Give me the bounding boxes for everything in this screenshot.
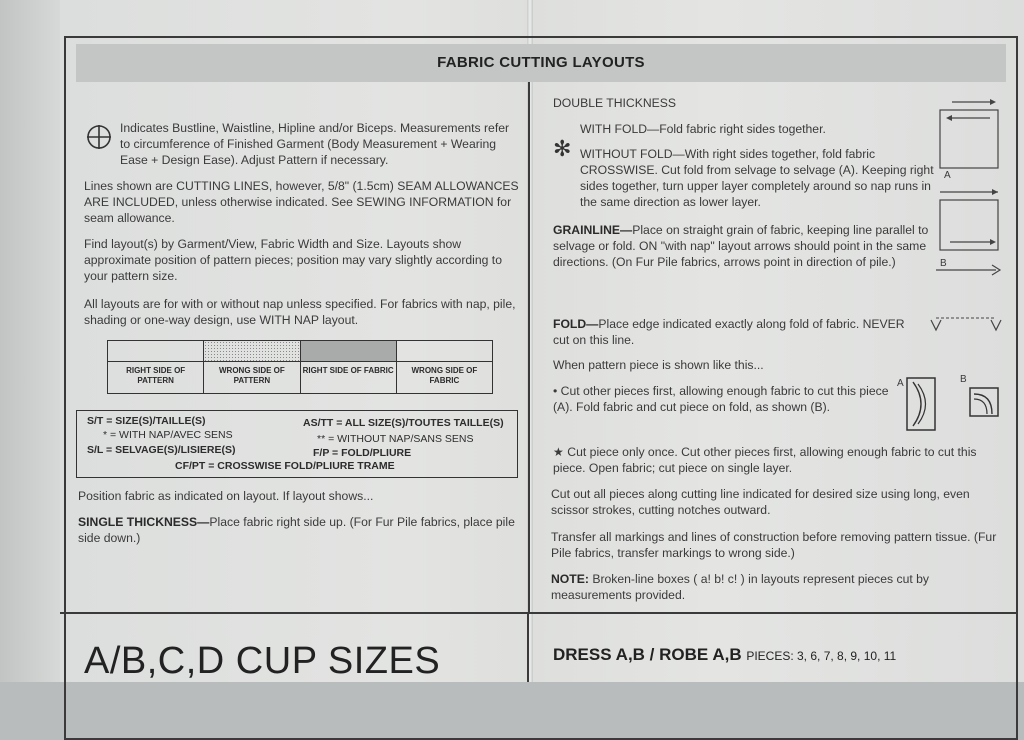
lower-column-divider: [527, 612, 529, 682]
diagram-label-b: B: [940, 258, 947, 269]
abbr-astt: AS/TT = ALL SIZE(S)/TOUTES TAILLE(S): [303, 417, 504, 429]
with-fold-text: WITH FOLD—Fold fabric right sides together.: [580, 122, 826, 136]
legend-wrong-side-fabric: WRONG SIDE OF FABRIC: [397, 341, 492, 393]
position-fabric-text: Position fabric as indicated on layout. If layout shows...: [78, 489, 374, 503]
cutting-lines-paragraph: Lines shown are CUTTING LINES, however, 5/8" (1.5cm) SEAM ALLOWANCES ARE INCLUDED, unless otherwise indicated. See SEWING INFORMATION for seam allowance.: [84, 179, 519, 225]
lower-section-divider: [60, 612, 1016, 614]
nap-paragraph: All layouts are for with or without nap unless specified. For fabrics with nap, pile, shading or one-way design, use WITH NAP layout.: [84, 297, 516, 327]
diagram-label-a: A: [944, 170, 951, 181]
measurement-paragraph: Indicates Bustline, Waistline, Hipline and/or Biceps. Measurements refer to circumference of Finished Garment (Body Measurement + Wearing Ease + Design Ease). Adjust Pattern if necessary.: [120, 121, 510, 167]
fold-text: FOLD—Place edge indicated exactly along fold of fabric. NEVER cut on this line.: [553, 317, 905, 347]
cut-on-fold-bullet: • Cut other pieces first, allowing enough fabric to cut this piece (A). Fold fabric and cut piece on fold, as shown (B).: [553, 384, 889, 414]
abbr-nonap: ** = WITHOUT NAP/SANS SENS: [317, 433, 474, 445]
transfer-markings-text: Transfer all markings and lines of construction before removing pattern tissue. (Fur Pile fabrics, transfer markings to wrong side.): [551, 530, 997, 560]
abbr-cfpt: CF/PT = CROSSWISE FOLD/PLIURE TRAME: [175, 460, 395, 472]
abbr-fp: F/P = FOLD/PLIURE: [313, 447, 412, 459]
pattern-piece-a-icon: [905, 376, 937, 432]
double-thickness-heading: DOUBLE THICKNESS: [553, 96, 677, 110]
without-fold-text: WITHOUT FOLD—With right sides together, fold fabric CROSSWISE. Cut fold from selvage to selvage (A). Keeping right sides together, turn upper layer completely around so nap runs in the same direction as lower layer.: [580, 147, 934, 209]
legend-right-side-fabric: RIGHT SIDE OF FABRIC: [301, 341, 397, 393]
title-banner: [76, 44, 1006, 82]
cut-once-bullet: ★ Cut piece only once. Cut other pieces first, allowing enough fabric to cut this piece. Open fabric; cut piece on single layer.: [553, 445, 977, 475]
note-text: NOTE: Broken-line boxes ( a! b! c! ) in layouts represent pieces cut by measurements provided.: [551, 572, 929, 602]
column-divider: [528, 82, 530, 612]
legend-wrong-side-pattern: WRONG SIDE OF PATTERN: [204, 341, 300, 393]
piece-label-b: B: [960, 374, 967, 385]
pattern-piece-b-icon: [968, 386, 1000, 418]
when-shown-text: When pattern piece is shown like this...: [553, 358, 764, 372]
dress-heading: DRESS A,B / ROBE A,B PIECES: 3, 6, 7, 8, 9, 10, 11: [553, 645, 897, 664]
left-sheet-edge: [0, 0, 60, 682]
single-thickness-text: SINGLE THICKNESS—Place fabric right side up. (For Fur Pile fabrics, place pile side down.): [78, 515, 515, 545]
fold-arrows-icon: [926, 312, 1006, 334]
abbr-nap: * = WITH NAP/AVEC SENS: [103, 429, 233, 441]
cup-sizes-heading: A/B,C,D CUP SIZES: [84, 640, 441, 682]
abbr-sl: S/L = SELVAGE(S)/LISIERE(S): [87, 444, 236, 456]
fabric-side-legend: [107, 340, 493, 394]
legend-right-side-pattern: RIGHT SIDE OF PATTERN: [108, 341, 204, 393]
abbr-st: S/T = SIZE(S)/TAILLE(S): [87, 415, 206, 427]
find-layout-paragraph: Find layout(s) by Garment/View, Fabric Width and Size. Layouts show approximate position of pattern pieces; position may vary slightly according to your pattern size.: [84, 237, 502, 283]
page-title: FABRIC CUTTING LAYOUTS: [437, 54, 645, 71]
bustline-crosshair-icon: [86, 124, 112, 150]
cut-out-text: Cut out all pieces along cutting line indicated for desired size using long, even scissor strokes, cutting notches outward.: [551, 487, 970, 517]
piece-label-a: A: [897, 378, 904, 389]
asterisk-icon: ✻: [553, 136, 572, 161]
grainline-text: GRAINLINE—Place on straight grain of fabric, keeping line parallel to selvage or fold. ON "with nap" layout arrows should point in the same directions. (On Fur Pile fabrics, arrows point in direction of pile.): [553, 223, 929, 269]
abbreviation-legend: [76, 410, 518, 478]
